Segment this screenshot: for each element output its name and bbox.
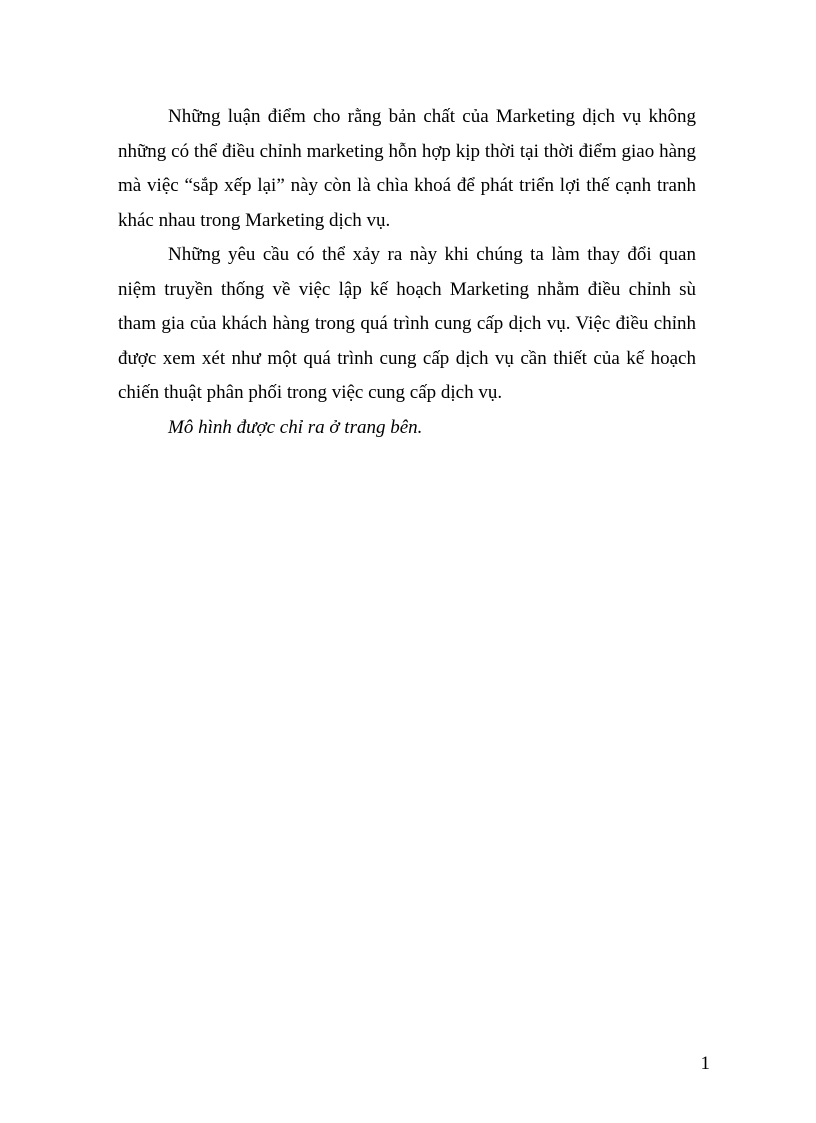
page-number: 1 — [700, 1053, 710, 1074]
paragraph-3-italic-note: Mô hình được chỉ ra ở trang bên. — [168, 416, 423, 438]
paragraph-1: Những luận điểm cho rằng bản chất của Marketing dịch vụ không những có thể điều chỉnh marketing hỗn hợp kịp thời tại thời điểm giao hàng mà việc “sắp xếp lại” này còn là chìa khoá để phát triển lợi thế cạnh tranh khác nhau trong Marketing dịch vụ. — [118, 106, 696, 231]
body-text — [118, 100, 696, 445]
paragraph-2: Những yêu cầu có thể xảy ra này khi chúng ta làm thay đổi quan niệm truyền thống về việc lập kế hoạch Marketing nhằm điều chỉnh sù tham gia của khách hàng trong quá trình cung cấp dịch vụ. Việc điều chỉnh được xem xét như một quá trình cung cấp dịch vụ cần thiết của kế hoạch chiến thuật phân phối trong việc cung cấp dịch vụ. — [118, 244, 696, 403]
